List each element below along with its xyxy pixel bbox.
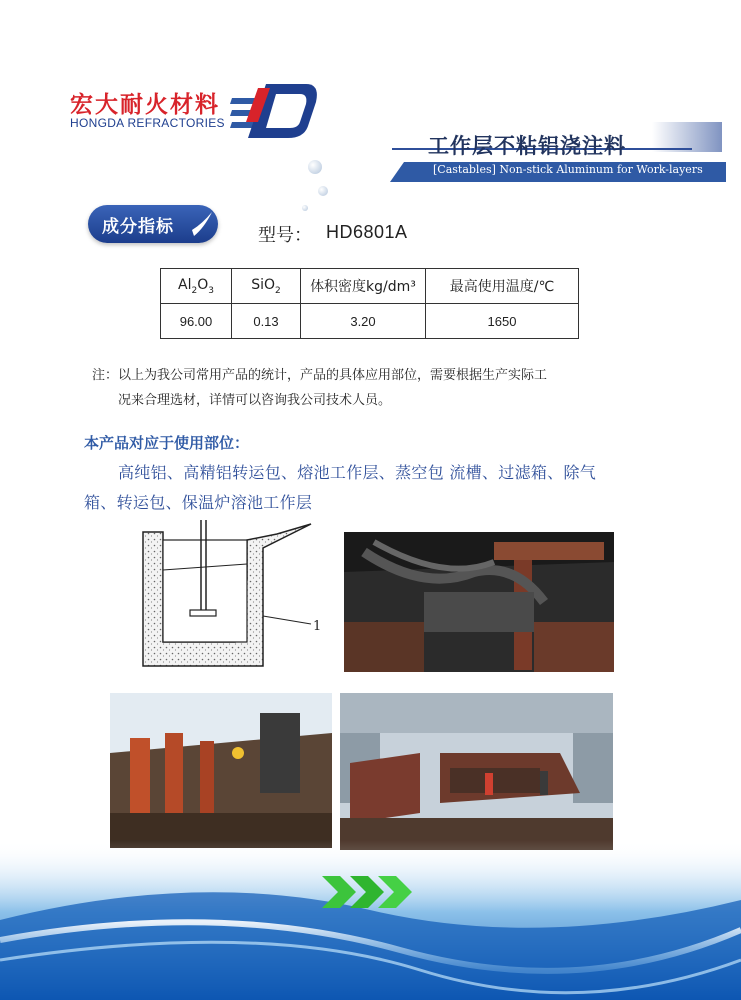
- forward-arrows-icon: [322, 872, 414, 912]
- diagram-callout: 1: [313, 619, 322, 634]
- section-badge-label: 成分指标: [102, 217, 174, 237]
- swoosh-icon: [190, 210, 214, 238]
- note-line-2: 况来合理选材，详情可以咨询我公司技术人员。: [118, 393, 392, 408]
- spec-table-header-row: [161, 269, 579, 304]
- note-line-1: 注：以上为我公司常用产品的统计，产品的具体应用部位，需要根据生产实际工: [92, 368, 548, 383]
- value-al2o3: 96.00: [161, 304, 232, 339]
- header-density: 体积密度kg/dm³: [301, 269, 426, 304]
- value-max-temp: 1650: [426, 304, 579, 339]
- model-value: HD6801A: [326, 222, 408, 242]
- ladle-diagram: [135, 520, 335, 670]
- usage-line-1: 高纯铝、高精铝转运包、熔池工作层、蒸空包 流槽、过滤箱、除气: [118, 463, 597, 482]
- spec-table: [160, 268, 579, 339]
- model-label: 型号：: [258, 225, 312, 246]
- value-sio2: 0.13: [232, 304, 301, 339]
- decor-dot: [302, 205, 308, 211]
- logo-name-en: HONGDA REFRACTORIES: [70, 116, 225, 130]
- photo-furnace-top: [344, 532, 614, 672]
- usage-title: 本产品对应于使用部位：: [84, 434, 250, 452]
- header-sio2: SiO$_2$: [232, 269, 301, 304]
- decor-dot: [308, 160, 322, 174]
- value-density: 3.20: [301, 304, 426, 339]
- header-al2o3: $Al_2O_3$: [161, 269, 232, 304]
- product-title-en: [Castables] Non-stick Aluminum for Work-layers: [433, 163, 703, 176]
- logo-mark-icon: [228, 78, 320, 142]
- header-max-temp: 最高使用温度/℃: [426, 269, 579, 304]
- decor-dot: [318, 186, 328, 196]
- product-title-cn: 工作层不粘铝浇注料: [428, 133, 626, 158]
- photo-furnace-top-art: [344, 532, 614, 672]
- logo-name-cn: 宏大耐火材料: [70, 92, 220, 118]
- usage-line-2: 箱、转运包、保温炉溶池工作层: [84, 493, 313, 512]
- spec-table-value-row: [161, 304, 579, 339]
